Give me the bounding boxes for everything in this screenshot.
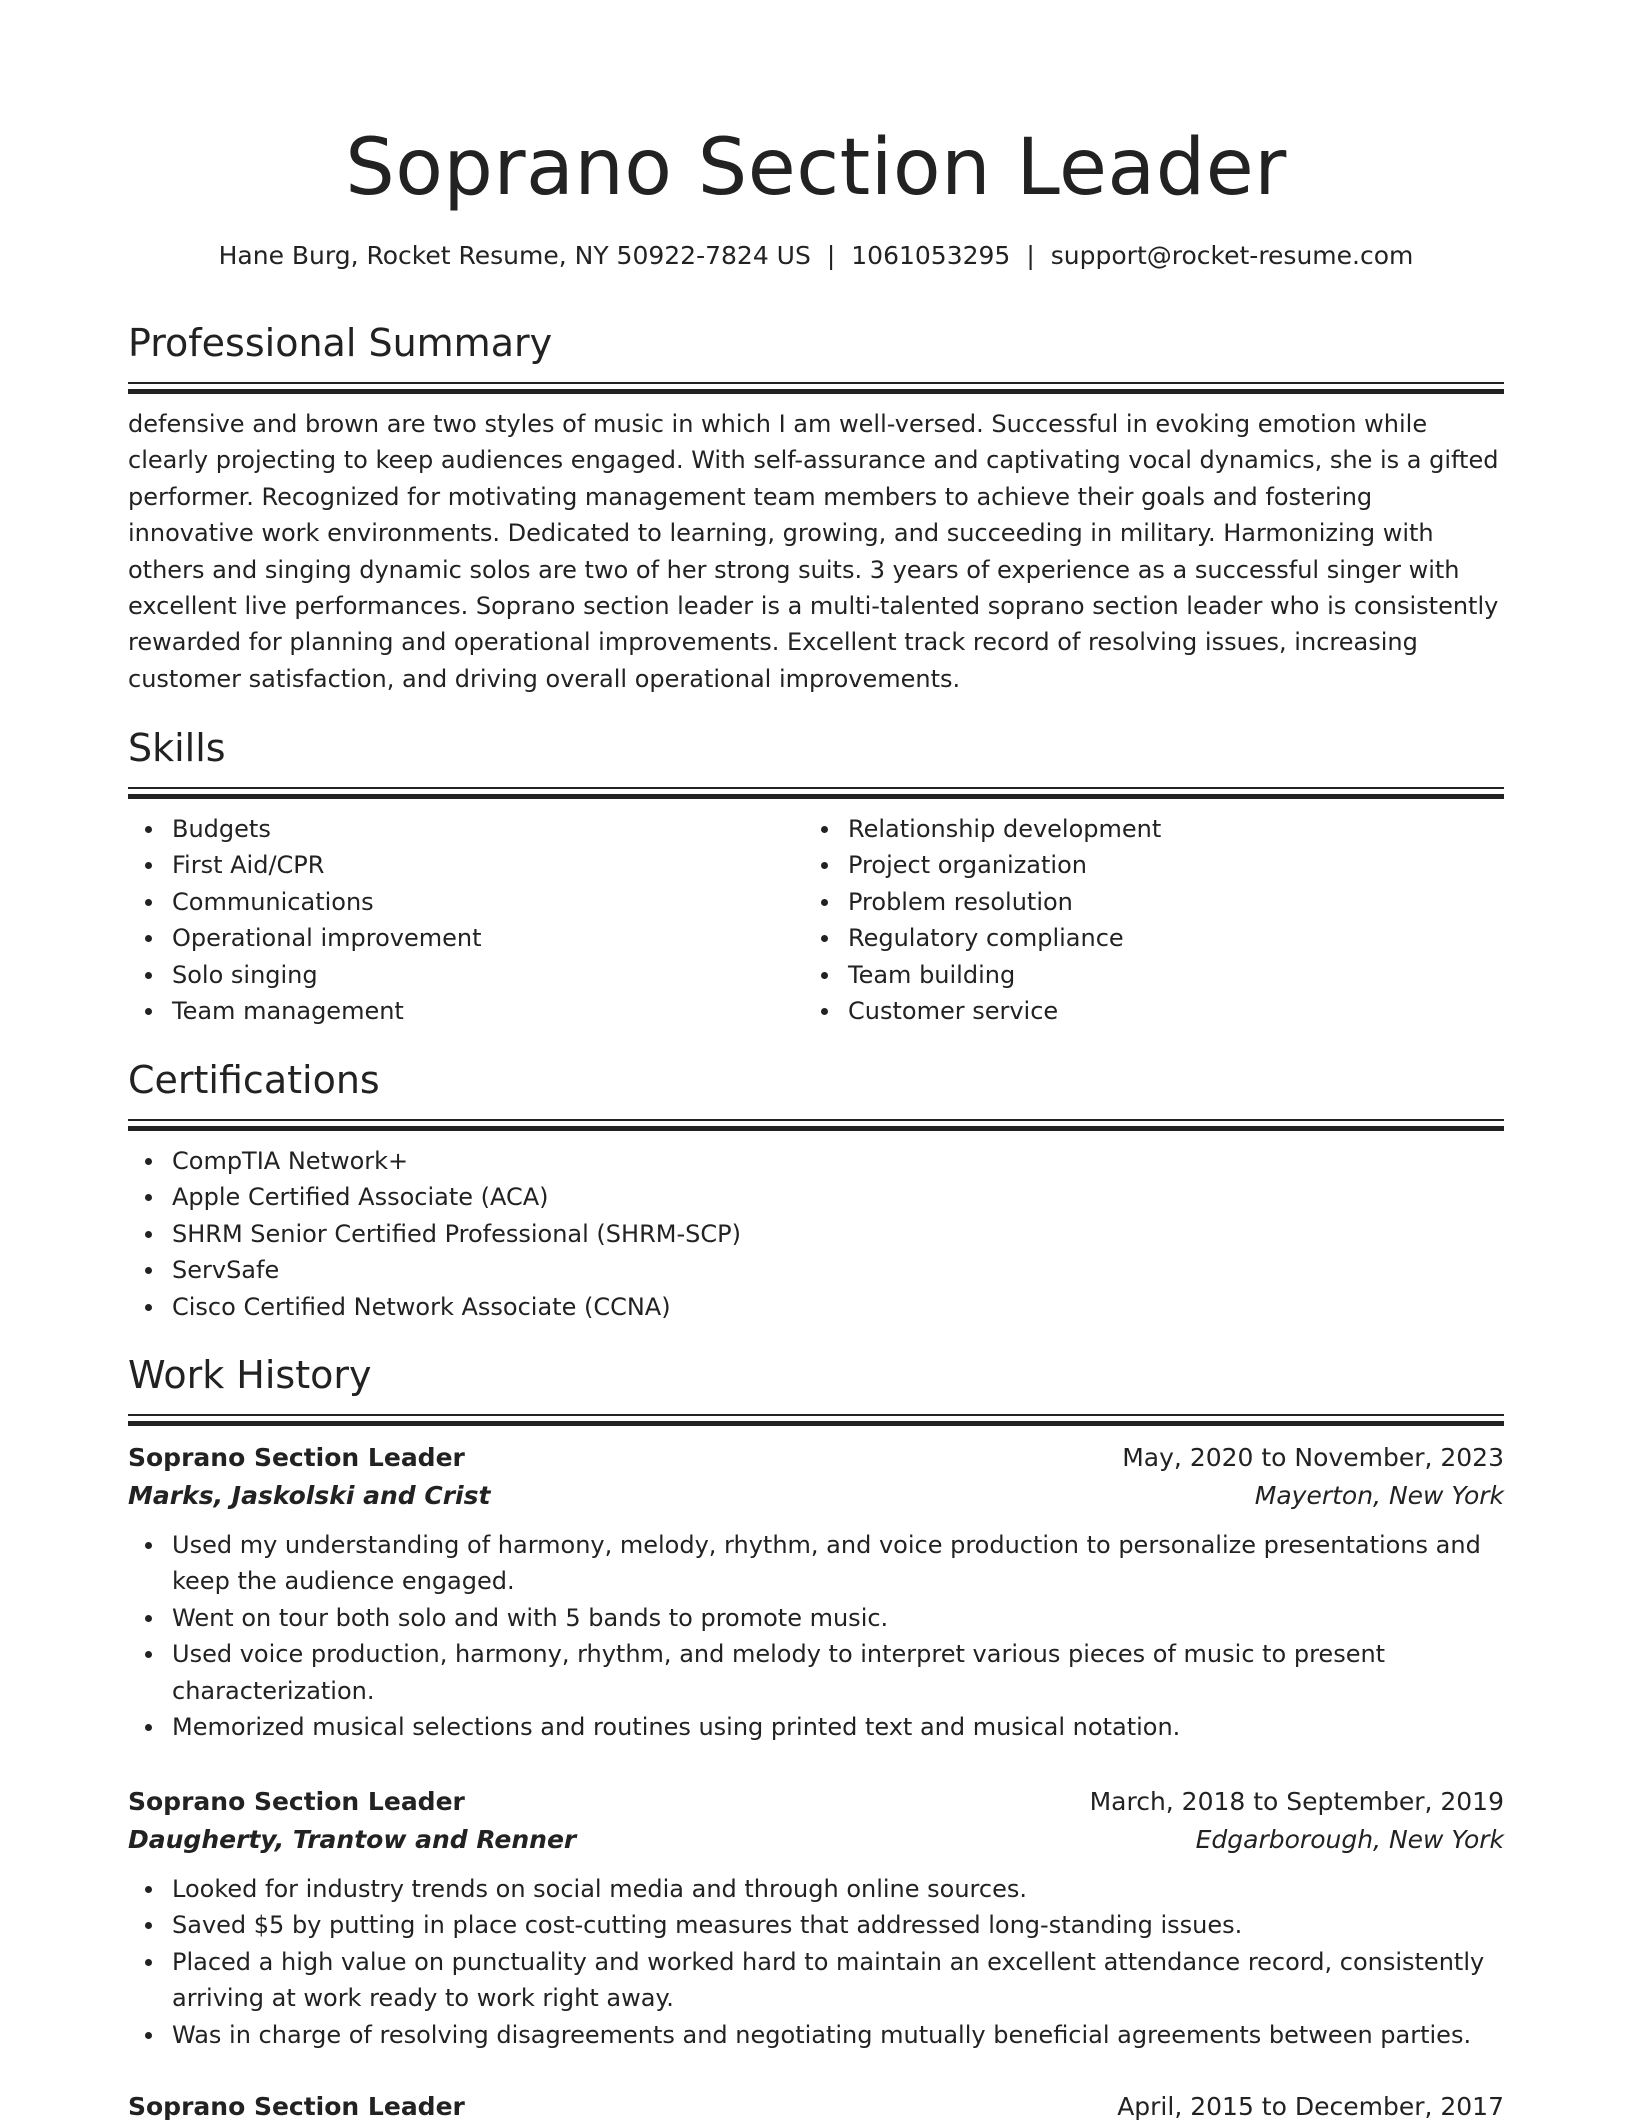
job-bullet: Memorized musical selections and routines using printed text and musical notation. xyxy=(172,1709,1504,1745)
job-bullet: Placed a high value on punctuality and worked hard to maintain an excellent attendance record, consistently arriving at work ready to work right away. xyxy=(172,1944,1504,2017)
certification-item: Apple Certified Associate (ACA) xyxy=(172,1179,1504,1215)
skill-item: First Aid/CPR xyxy=(172,847,804,883)
job-title: Soprano Section Leader xyxy=(128,1787,465,1816)
certification-item: Cisco Certified Network Associate (CCNA) xyxy=(172,1289,1504,1325)
skill-item: Operational improvement xyxy=(172,920,804,956)
skill-item: Team management xyxy=(172,993,804,1029)
job-company: Daugherty, Trantow and Renner xyxy=(128,1825,577,1854)
section-divider xyxy=(128,794,1504,799)
job-company-row xyxy=(128,1477,1504,1515)
work-history-section xyxy=(128,1350,1504,1426)
certification-item: CompTIA Network+ xyxy=(172,1143,1504,1179)
section-divider xyxy=(128,787,1504,789)
section-divider xyxy=(128,1126,1504,1131)
job-title: Soprano Section Leader xyxy=(128,1443,465,1472)
summary-section xyxy=(128,318,1504,697)
skill-item: Team building xyxy=(848,957,1480,993)
job-header-row xyxy=(128,2088,1504,2126)
job-bullets xyxy=(128,1527,1504,1745)
section-divider xyxy=(128,1414,1504,1416)
contact-address: Hane Burg, Rocket Resume, NY 50922-7824 US xyxy=(218,241,811,270)
skill-item: Relationship development xyxy=(848,811,1480,847)
job-location: Edgarborough, New York xyxy=(1195,1825,1504,1854)
skill-item: Customer service xyxy=(848,993,1480,1029)
job-bullet: Saved $5 by putting in place cost-cutting measures that addressed long-standing issues. xyxy=(172,1907,1504,1943)
skills-list-left xyxy=(128,811,804,1029)
section-divider xyxy=(128,1119,1504,1121)
contact-separator: | xyxy=(826,241,836,270)
skill-item: Solo singing xyxy=(172,957,804,993)
job-bullet: Used my understanding of harmony, melody, rhythm, and voice production to personalize presentations and keep the audience engaged. xyxy=(172,1527,1504,1600)
section-divider xyxy=(128,382,1504,384)
skills-section xyxy=(128,723,1504,1029)
section-divider xyxy=(128,1421,1504,1426)
job-bullet: Went on tour both solo and with 5 bands to promote music. xyxy=(172,1600,1504,1636)
contact-line xyxy=(128,238,1504,274)
section-title-work-history: Work History xyxy=(128,1353,372,1397)
job-dates: March, 2018 to September, 2019 xyxy=(1089,1787,1504,1816)
job-bullet: Was in charge of resolving disagreements and negotiating mutually beneficial agreements between parties. xyxy=(172,2017,1504,2053)
job-entry xyxy=(128,2088,1504,2126)
certifications-list xyxy=(128,1143,1504,1325)
job-bullets xyxy=(128,1871,1504,2053)
skill-item: Communications xyxy=(172,884,804,920)
certification-item: SHRM Senior Certified Professional (SHRM-SCP) xyxy=(172,1216,1504,1252)
section-title-certifications: Certifications xyxy=(128,1058,380,1102)
job-header-row xyxy=(128,1439,1504,1477)
job-bullet: Looked for industry trends on social media and through online sources. xyxy=(172,1871,1504,1907)
section-title-summary: Professional Summary xyxy=(128,321,553,365)
certification-item: ServSafe xyxy=(172,1252,1504,1288)
job-header-row xyxy=(128,1783,1504,1821)
skills-columns xyxy=(128,811,1504,1029)
job-entry xyxy=(128,1783,1504,2053)
skill-item: Budgets xyxy=(172,811,804,847)
job-title: Soprano Section Leader xyxy=(128,2092,465,2121)
contact-email[interactable]: support@rocket-resume.com xyxy=(1050,241,1414,270)
job-company-row xyxy=(128,1821,1504,1859)
certifications-section xyxy=(128,1055,1504,1325)
job-dates: April, 2015 to December, 2017 xyxy=(1117,2092,1504,2121)
skill-item: Project organization xyxy=(848,847,1480,883)
contact-separator: | xyxy=(1026,241,1035,270)
job-company: Marks, Jaskolski and Crist xyxy=(128,1481,491,1510)
skill-item: Regulatory compliance xyxy=(848,920,1480,956)
section-divider xyxy=(128,389,1504,394)
contact-phone: 1061053295 xyxy=(851,241,1011,270)
skills-list-right xyxy=(804,811,1480,1029)
resume-name: Soprano Section Leader xyxy=(345,123,1287,213)
job-entry xyxy=(128,1439,1504,1745)
job-location: Mayerton, New York xyxy=(1254,1481,1504,1510)
skill-item: Problem resolution xyxy=(848,884,1480,920)
section-title-skills: Skills xyxy=(128,726,226,770)
job-dates: May, 2020 to November, 2023 xyxy=(1122,1443,1504,1472)
summary-text: defensive and brown are two styles of music in which I am well-versed. Successful in evoking emotion while clearly projecting to keep audiences engaged. With self-assurance and captivating vocal dynamics, she is a gifted performer. Recognized for motivating management team members to achieve their goals and fostering innovative work environments. Dedicated to learning, growing, and succeeding in military. Harmonizing with others and singing dynamic solos are two of her strong suits. 3 years of experience as a successful singer with excellent live performances. Soprano section leader is a multi-talented soprano section leader who is consistently rewarded for planning and operational improvements. Excellent track record of resolving issues, increasing customer satisfaction, and driving overall operational improvements. xyxy=(128,410,1499,693)
job-bullet: Used voice production, harmony, rhythm, and melody to interpret various pieces of music to present characterization. xyxy=(172,1636,1504,1709)
